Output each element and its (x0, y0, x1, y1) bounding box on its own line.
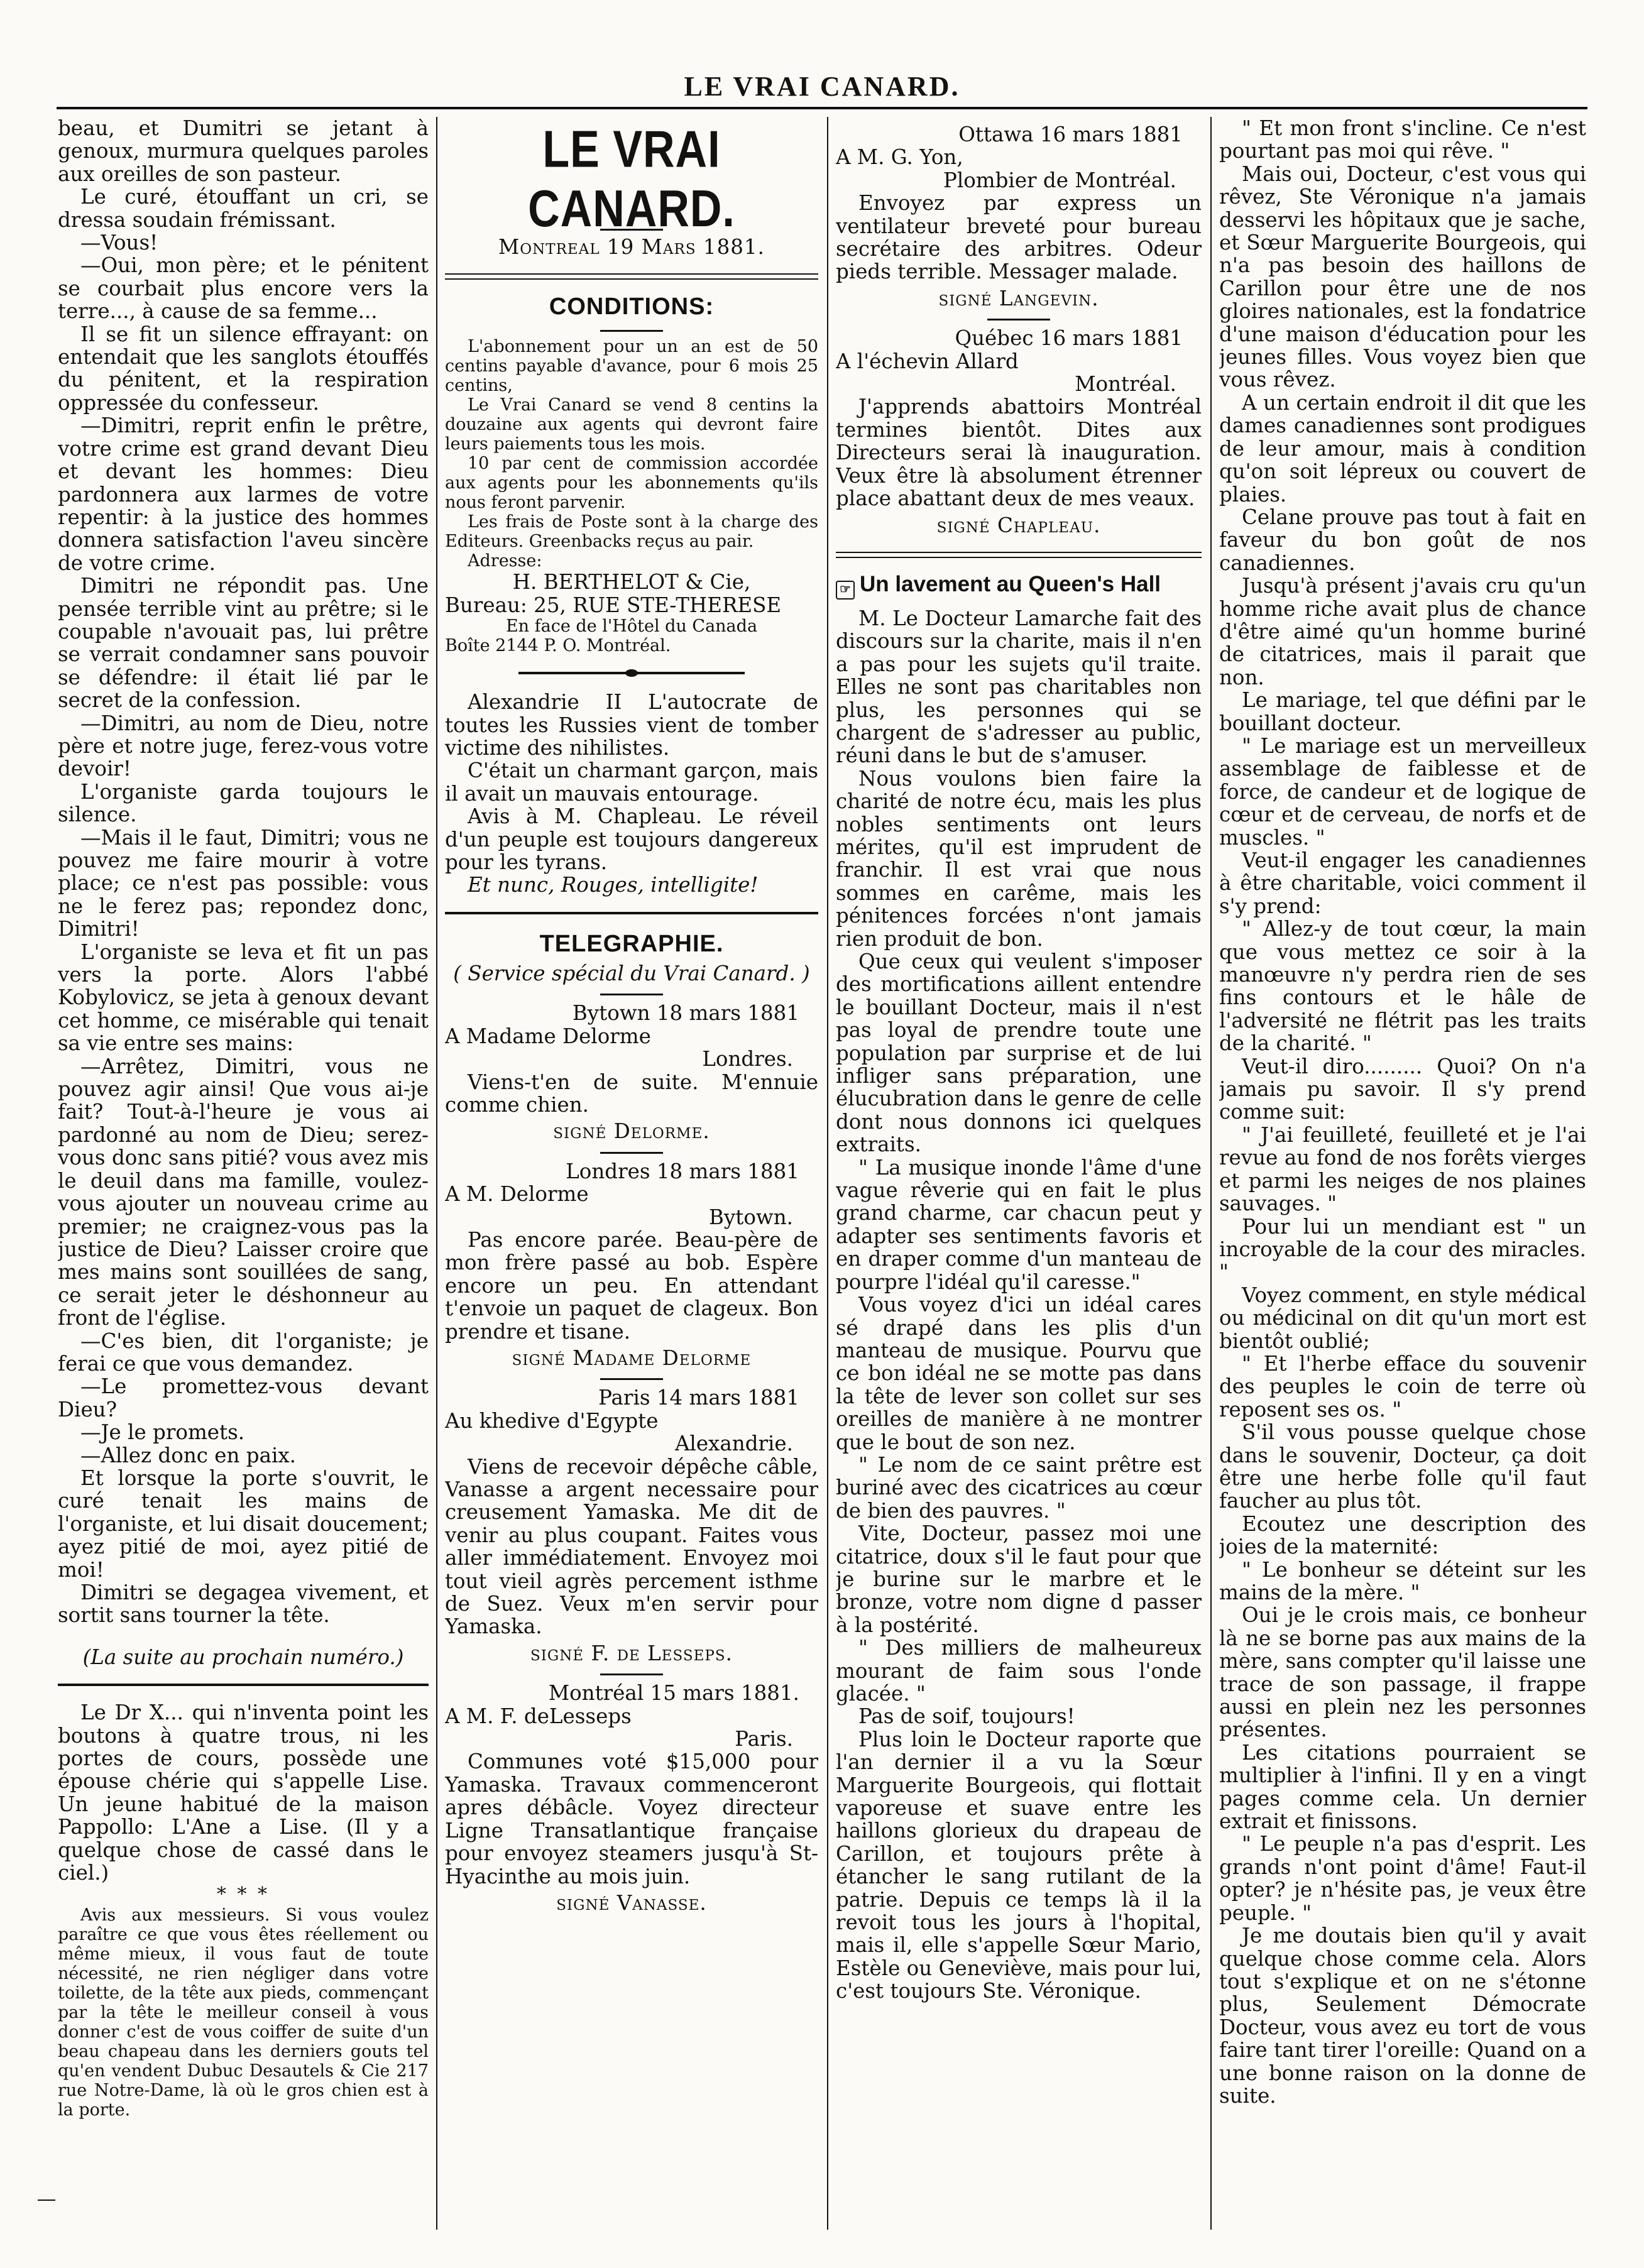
paragraph: Dimitri se degagea vivement, et sortit sans tourner la tête. (58, 1580, 429, 1628)
quotation: " Le bonheur se déteint sur les mains de la mère. " (1219, 1557, 1586, 1604)
quotation: " Le mariage est un merveilleux assemblage de faiblesse et de force, de candeur et de logique de cœur et de cerveau, de norfs et de muscles. " (1219, 733, 1586, 850)
margin-mark (38, 2200, 55, 2201)
telegram-place: Paris. (735, 1727, 793, 1751)
paragraph: Jusqu'à présent j'avais cru qu'un homme riche avait plus de chance d'être aimé qu'un homme buriné de citatrices, mais il parait que non. (1219, 574, 1586, 689)
paragraph: Il se fit un silence effrayant: on entendait que les sanglots étouffés du pénitent, et la respiration oppressée du confesseur. (58, 322, 429, 415)
paragraph: Le Dr X... qui n'inventa point les boutons à quatre trous, ni les portes de cours, possède une épouse chérie qui s'appelle Lise. Un jeune habitué de la maison Pappollo: L'Ane a Lise. (Il y a quelque chose de cassé dans le ciel.) (58, 1701, 429, 1885)
paragraph: —Je le promets. (80, 1420, 245, 1445)
telegram-signature: signé Delorme. (553, 1119, 710, 1144)
quotation: " J'ai feuilleté, feuilleté et je l'ai revue au fond de nos forêts vierges et parmi les neiges de nos plaines sauvages. " (1219, 1122, 1586, 1216)
paragraph: Plus loin le Docteur raporte que l'an dernier il a vu la Sœur Marguerite Bourgeois, qui flottait vaporeuse et suave entre les haillons glorieux du drapeau de Carillon, et toujours prête à étancher le sang rutilant de la patrie. Depuis ce temps là il la revoit tous les jours à l'hopital, mais il, elle s'appelle Sœur Mario, Estèle ou Geneviève, mais pour lui, c'est toujours Ste. Véronique. (836, 1727, 1202, 2003)
quotation: " Et l'herbe efface du souvenir des peuples le coin de terre où reposent ses os. " (1219, 1351, 1586, 1422)
paragraph: Et lorsque la porte s'ouvrit, le curé tenait les mains de l'organiste, et lui disait doucement; ayez pitié de moi, ayez pitié de moi! (58, 1465, 429, 1582)
continued-note: (La suite au prochain numéro.) (82, 1645, 404, 1669)
telegram-date: Montréal 15 mars 1881. (548, 1681, 799, 1706)
paragraph: Oui je le crois mais, ce bonheur là ne se borne pas aux mains de la mère, sans compter qu'il laisse une trace de son passage, il frappe aussi en plein nez les personnes présentes. (1219, 1603, 1586, 1742)
short-rule (600, 1378, 663, 1380)
lavement-heading (836, 571, 1202, 600)
address-bureau: Bureau: 25, RUE STE-THERESE (445, 593, 782, 617)
condition: L'abonnement pour un an est de 50 centins payable d'avance, pour 6 mois 25 centins, (445, 337, 818, 396)
paragraph: A un certain endroit il dit que les dames canadiennes sont prodigues de leur amour, mais à condition qu'on soit lépreux ou couvert de plaies. (1219, 390, 1586, 507)
short-rule (600, 994, 663, 995)
telegram-signature: signé F. de Lesseps. (530, 1641, 733, 1665)
telegram-recipient: A M. G. Yon, (836, 145, 963, 170)
paragraph: Avis à M. Chapleau. Le réveil d'un peuple est toujours dangereux pour les tyrans. (445, 804, 818, 875)
column-divider (436, 117, 437, 2230)
paragraph: —Mais il le faut, Dimitri; vous ne pouvez me faire mourir à votre place; ce n'est pas possible: vous ne le ferez pas; repondez donc, Dimitri! (58, 825, 429, 941)
telegram-recipient: A l'échevin Allard (836, 349, 1019, 373)
paragraph: Nous voulons bien faire la charité de notre écu, mais les plus nobles sentiments ont leurs mérites, qu'il est imprudent de franchir. Il est vrai que nous sommes en carême, mais les pénitences forcées n'ont jamais rien produit de bon. (836, 766, 1202, 951)
telegraphie-heading: TELEGRAPHIE. (539, 930, 724, 957)
double-rule (445, 273, 818, 280)
ornament-rule (518, 672, 745, 674)
condition: 10 par cent de commission accordée aux agents pour les abonnements qu'ils nous feront parvenir. (445, 454, 818, 513)
address-box: Boîte 2144 P. O. Montréal. (445, 636, 671, 656)
pointing-hand-icon: ☞ (836, 581, 855, 600)
paragraph: Veut-il engager les canadiennes à être charitable, voici comment il s'y prend: (1219, 848, 1586, 918)
telegram-recipient: A Madame Delorme (445, 1024, 651, 1048)
paragraph: Ecoutez une description des joies de la maternité: (1219, 1511, 1586, 1559)
advertisement: Avis aux messieurs. Si vous voulez paraître ce que vous êtes réellement ou même mieux, il vous faut de toute nécessité, ne rien négliger dans votre toilette, de la tête aux pieds, commençant par la tête le meilleur conseil à vous donner c'est de vous coiffer de suite d'un beau chapeau dans les derniers gouts tel qu'en vendent Dubuc Desautels & Cie 217 rue Notre-Dame, là où le gros chien est à la porte. (58, 1905, 429, 2120)
condition: Le Vrai Canard se vend 8 centins la douzaine aux agents qui devront faire leurs paiements tous les mois. (445, 395, 818, 454)
section-rule (445, 912, 818, 914)
header-rule (57, 107, 1587, 109)
column-divider (827, 117, 828, 2230)
address-name: H. BERTHELOT & Cie, (512, 570, 751, 594)
telegram-place: Londres. (702, 1047, 793, 1071)
column-2 (445, 117, 818, 2228)
masthead: LE VRAI CANARD. (528, 120, 735, 238)
double-rule (836, 552, 1202, 558)
paragraph: —C'es bien, dit l'organiste; je ferai ce que vous demandez. (58, 1328, 429, 1376)
telegram-place: Plombier de Montréal. (943, 168, 1176, 192)
quotation: " Le peuple n'a pas d'esprit. Les grands n'ont point d'âme! Faut-il opter? je n'hésite pas, je veux être peuple. " (1219, 1832, 1586, 1925)
paragraph: Le curé, étouffant un cri, se dressa soudain frémissant. (58, 185, 429, 232)
short-rule (600, 1674, 663, 1675)
telegram-recipient: A M. F. deLesseps (445, 1704, 632, 1728)
telegram-signature: signé Chapleau. (936, 513, 1101, 537)
paragraph: Je me doutais bien qu'il y avait quelque chose comme cela. Alors tout s'explique et on ne s'étonne plus, Seulement Démocrate Docteur, vous avez eu tort de vous faire tant tirer l'oreille: Quand on a une bonne raison on la donne de suite. (1219, 1924, 1586, 2108)
condition: Les frais de Poste sont à la charge des Editeurs. Greenbacks reçus au pair. (445, 512, 818, 552)
paragraph: Les citations pourraient se multiplier à l'infini. Il y en a vingt pages comme cela. Un dernier extrait et finissons. (1219, 1740, 1586, 1834)
address-label: Adresse: (468, 551, 542, 571)
address-face: En face de l'Hôtel du Canada (505, 616, 758, 637)
telegram-place: Montréal. (1075, 372, 1176, 397)
paragraph: Et nunc, Rouges, intelligite! (468, 873, 759, 897)
telegram-recipient: Au khedive d'Egypte (445, 1408, 659, 1433)
paragraph: Vite, Docteur, passez moi une citatrice, doux s'il le faut pour que je burine sur le marbre et le bronze, votre nom digne d passer à la postérité. (836, 1521, 1202, 1637)
paragraph: —Vous! (80, 231, 158, 255)
conditions-heading: CONDITIONS: (549, 293, 715, 320)
paragraph: Mais oui, Docteur, c'est vous qui rêvez, Ste Véronique n'a jamais desservi les hôpitaux que je sache, et Sœur Marguerite Bourgeois, qui n'a pas besoin des haillons de Carillon pour être une de nos gloires nationales, est la fondatrice d'une maison d'éducation pour les jeunes filles. Vous voyez bien que vous rêvez. (1219, 162, 1586, 392)
telegram-date: Londres 18 mars 1881 (566, 1159, 799, 1183)
telegram-date: Québec 16 mars 1881 (955, 326, 1183, 351)
telegram-body: Pas encore parée. Beau-père de mon frère passé au bob. Espère encore un peu. En attendant t'envoie un paquet de clageux. Bon prendre et tisane. (445, 1227, 818, 1344)
paragraph: Vous voyez d'ici un idéal cares sé drapé dans les plis d'un manteau de musique. Pourvu que ce bon idéal ne se motte pas dans la tête de lever son collet sur ses oreilles de manière à ne montrer que le bout de son nez. (836, 1293, 1202, 1454)
paragraph: Le mariage, tel que défini par le bouillant docteur. (1219, 688, 1586, 735)
section-rule (58, 1684, 429, 1686)
paragraph: Celane prouve pas tout à fait en faveur du bon goût de nos canadiennes. (1219, 505, 1586, 575)
paragraph: L'organiste garda toujours le silence. (58, 779, 429, 827)
column-divider (1210, 117, 1212, 2230)
telegram-date: Bytown 18 mars 1881 (572, 1001, 799, 1026)
column-1 (58, 117, 429, 2228)
short-rule (600, 1152, 663, 1154)
paragraph: —Dimitri, au nom de Dieu, notre père et notre juge, ferez-vous votre devoir! (58, 711, 429, 781)
paragraph: —Allez donc en paix. (80, 1443, 297, 1467)
column-3 (836, 117, 1202, 2228)
dateline: Montreal 19 Mars 1881. (498, 235, 765, 259)
quotation: " Allez-y de tout cœur, la main que vous mettez ce soir à la manœuvre n'y perdra rien de ses fins contours et le hâle de l'adversité ne flétrit pas les traits de la charité. " (1219, 917, 1586, 1056)
paragraph: S'il vous pousse quelque chose dans le souvenir, Docteur, ça doit être une herbe folle qu'il faut faucher au plus tôt. (1219, 1420, 1586, 1513)
lavement-heading-text: Un lavement au Queen's Hall (860, 571, 1161, 596)
paragraph: Voyez comment, en style médical ou médicinal on dit qu'un mort est bientôt oublié; (1219, 1283, 1586, 1353)
short-rule (987, 319, 1050, 320)
quotation: " Des milliers de malheureux mourant de faim sous l'onde glacée. " (836, 1636, 1202, 1706)
telegram-place: Alexandrie. (674, 1432, 793, 1456)
paragraph: Que ceux qui veulent s'imposer des mortifications aillent entendre le bouillant Docteur, mais il n'est pas loyal de prendre toute une population par surprise et de lui infliger sans préparation, une élucubration dans le genre de celle dont nous donnons ici quelques extraits. (836, 950, 1202, 1157)
asterism: * * * (216, 1883, 270, 1906)
telegram-body: Communes voté $15,000 pour Yamaska. Travaux commenceront apres débâcle. Voyez directeur Ligne Transatlantique française pour envoyez steamers jusqu'à St-Hyacinthe au mois juin. (445, 1750, 818, 1888)
paragraph: M. Le Docteur Lamarche fait des discours sur la charite, mais il n'en a pas pour les sujets qu'il traite. Elles ne sont pas charitables non plus, les personnes qui se chargent de s'adresser au public, réuni dans le but de s'amuser. (836, 606, 1202, 768)
telegram-signature: signé Langevin. (938, 286, 1099, 310)
telegram-recipient: A M. Delorme (445, 1182, 589, 1207)
paragraph: Pour lui un mendiant est " un incroyable de la cour des miracles. " (1219, 1214, 1586, 1285)
paragraph: Dimitri ne répondit pas. Une pensée terrible vint au prêtre; si le coupable n'avouait pas, lui prêtre se verrait condamner sans pouvoir se défendre: il était lié par le secret de la confession. (58, 574, 429, 713)
telegram-place: Bytown. (709, 1205, 793, 1229)
paragraph: —Arrêtez, Dimitri, vous ne pouvez agir ainsi! Que vous ai-je fait? Tout-à-l'heure je vous ai pardonné au nom de Dieu; serez-vous donc sans pitié? vous avez mis le deuil dans ma famille, voulez-vous ajouter un nouveau crime au premier; ne craignez-vous pas la justice de Dieu? Laisser croire que mes mains sont souillées de sang, ce serait jeter le déshonneur au front de l'église. (58, 1054, 429, 1330)
telegram-body: J'apprends abattoirs Montréal termines bientôt. Dites aux Directeurs serai là inauguration. Veux être là absolument étrenner place abattant deux de mes veaux. (836, 395, 1202, 511)
paragraph: Alexandrie II L'autocrate de toutes les Russies vient de tomber victime des nihilistes. (445, 690, 818, 760)
page-header-title: LE VRAI CANARD. (684, 71, 960, 102)
telegraphie-subheading: ( Service spécial du Vrai Canard. ) (453, 961, 810, 985)
telegram-signature: signé Madame Delorme (512, 1345, 752, 1370)
telegram-date: Ottawa 16 mars 1881 (958, 123, 1183, 146)
telegram-signature: signé Vanasse. (556, 1890, 707, 1915)
telegram-body: Envoyez par express un ventilateur breveté pour bureau secrétaire des arbitres. Odeur pieds terrible. Messager malade. (836, 191, 1202, 284)
telegram-date: Paris 14 mars 1881 (598, 1386, 799, 1410)
quotation: " La musique inonde l'âme d'une vague rêverie qui en fait le plus grand charme, car chacun peut y adapter ses sentiments favoris et en draper comme d'un manteau de pourpre l'idéal qu'il caresse." (836, 1155, 1202, 1294)
column-4 (1219, 117, 1586, 2228)
paragraph: L'organiste se leva et fit un pas vers la porte. Alors l'abbé Kobylovicz, se jeta à genoux devant cet homme, ce misérable qui tenait sa vie entre ses mains: (58, 940, 429, 1056)
paragraph: —Oui, mon père; et le pénitent se courbait plus encore vers la terre..., à cause de sa femme... (58, 253, 429, 324)
paragraph: C'était un charmant garçon, mais il avait un mauvais entourage. (445, 759, 818, 806)
short-rule (600, 330, 663, 332)
paragraph: beau, et Dumitri se jetant à genoux, murmura quelques paroles aux oreilles de son pasteur. (58, 117, 429, 186)
paragraph: Veut-il diro......... Quoi? On n'a jamais pu savoir. Il s'y prend comme suit: (1219, 1054, 1586, 1124)
quotation: " Et mon front s'incline. Ce n'est pourtant pas moi qui rêve. " (1219, 117, 1586, 163)
paragraph: —Dimitri, reprit enfin le prêtre, votre crime est grand devant Dieu et devant les hommes: Dieu pardonnera aux larmes de votre repentir: à la justice des hommes donnera satisfaction l'aveu sincère de votre crime. (58, 414, 429, 575)
paragraph: —Le promettez-vous devant Dieu? (58, 1374, 429, 1422)
quotation: " Le nom de ce saint prêtre est buriné avec des cicatrices au cœur de bien des pauvres. " (836, 1452, 1202, 1523)
telegram-body: Viens-t'en de suite. M'ennuie comme chien. (445, 1070, 818, 1117)
paragraph: Pas de soif, toujours! (858, 1704, 1075, 1729)
telegram-body: Viens de recevoir dépêche câble, Vanasse a argent necessaire pour creusement Yamaska. Me dit de venir au plus coupant. Faites vous aller immédiatement. Envoyez moi tout vieil agrès percement isthme de Suez. Veux m'en servir pour Yamaska. (445, 1454, 818, 1639)
